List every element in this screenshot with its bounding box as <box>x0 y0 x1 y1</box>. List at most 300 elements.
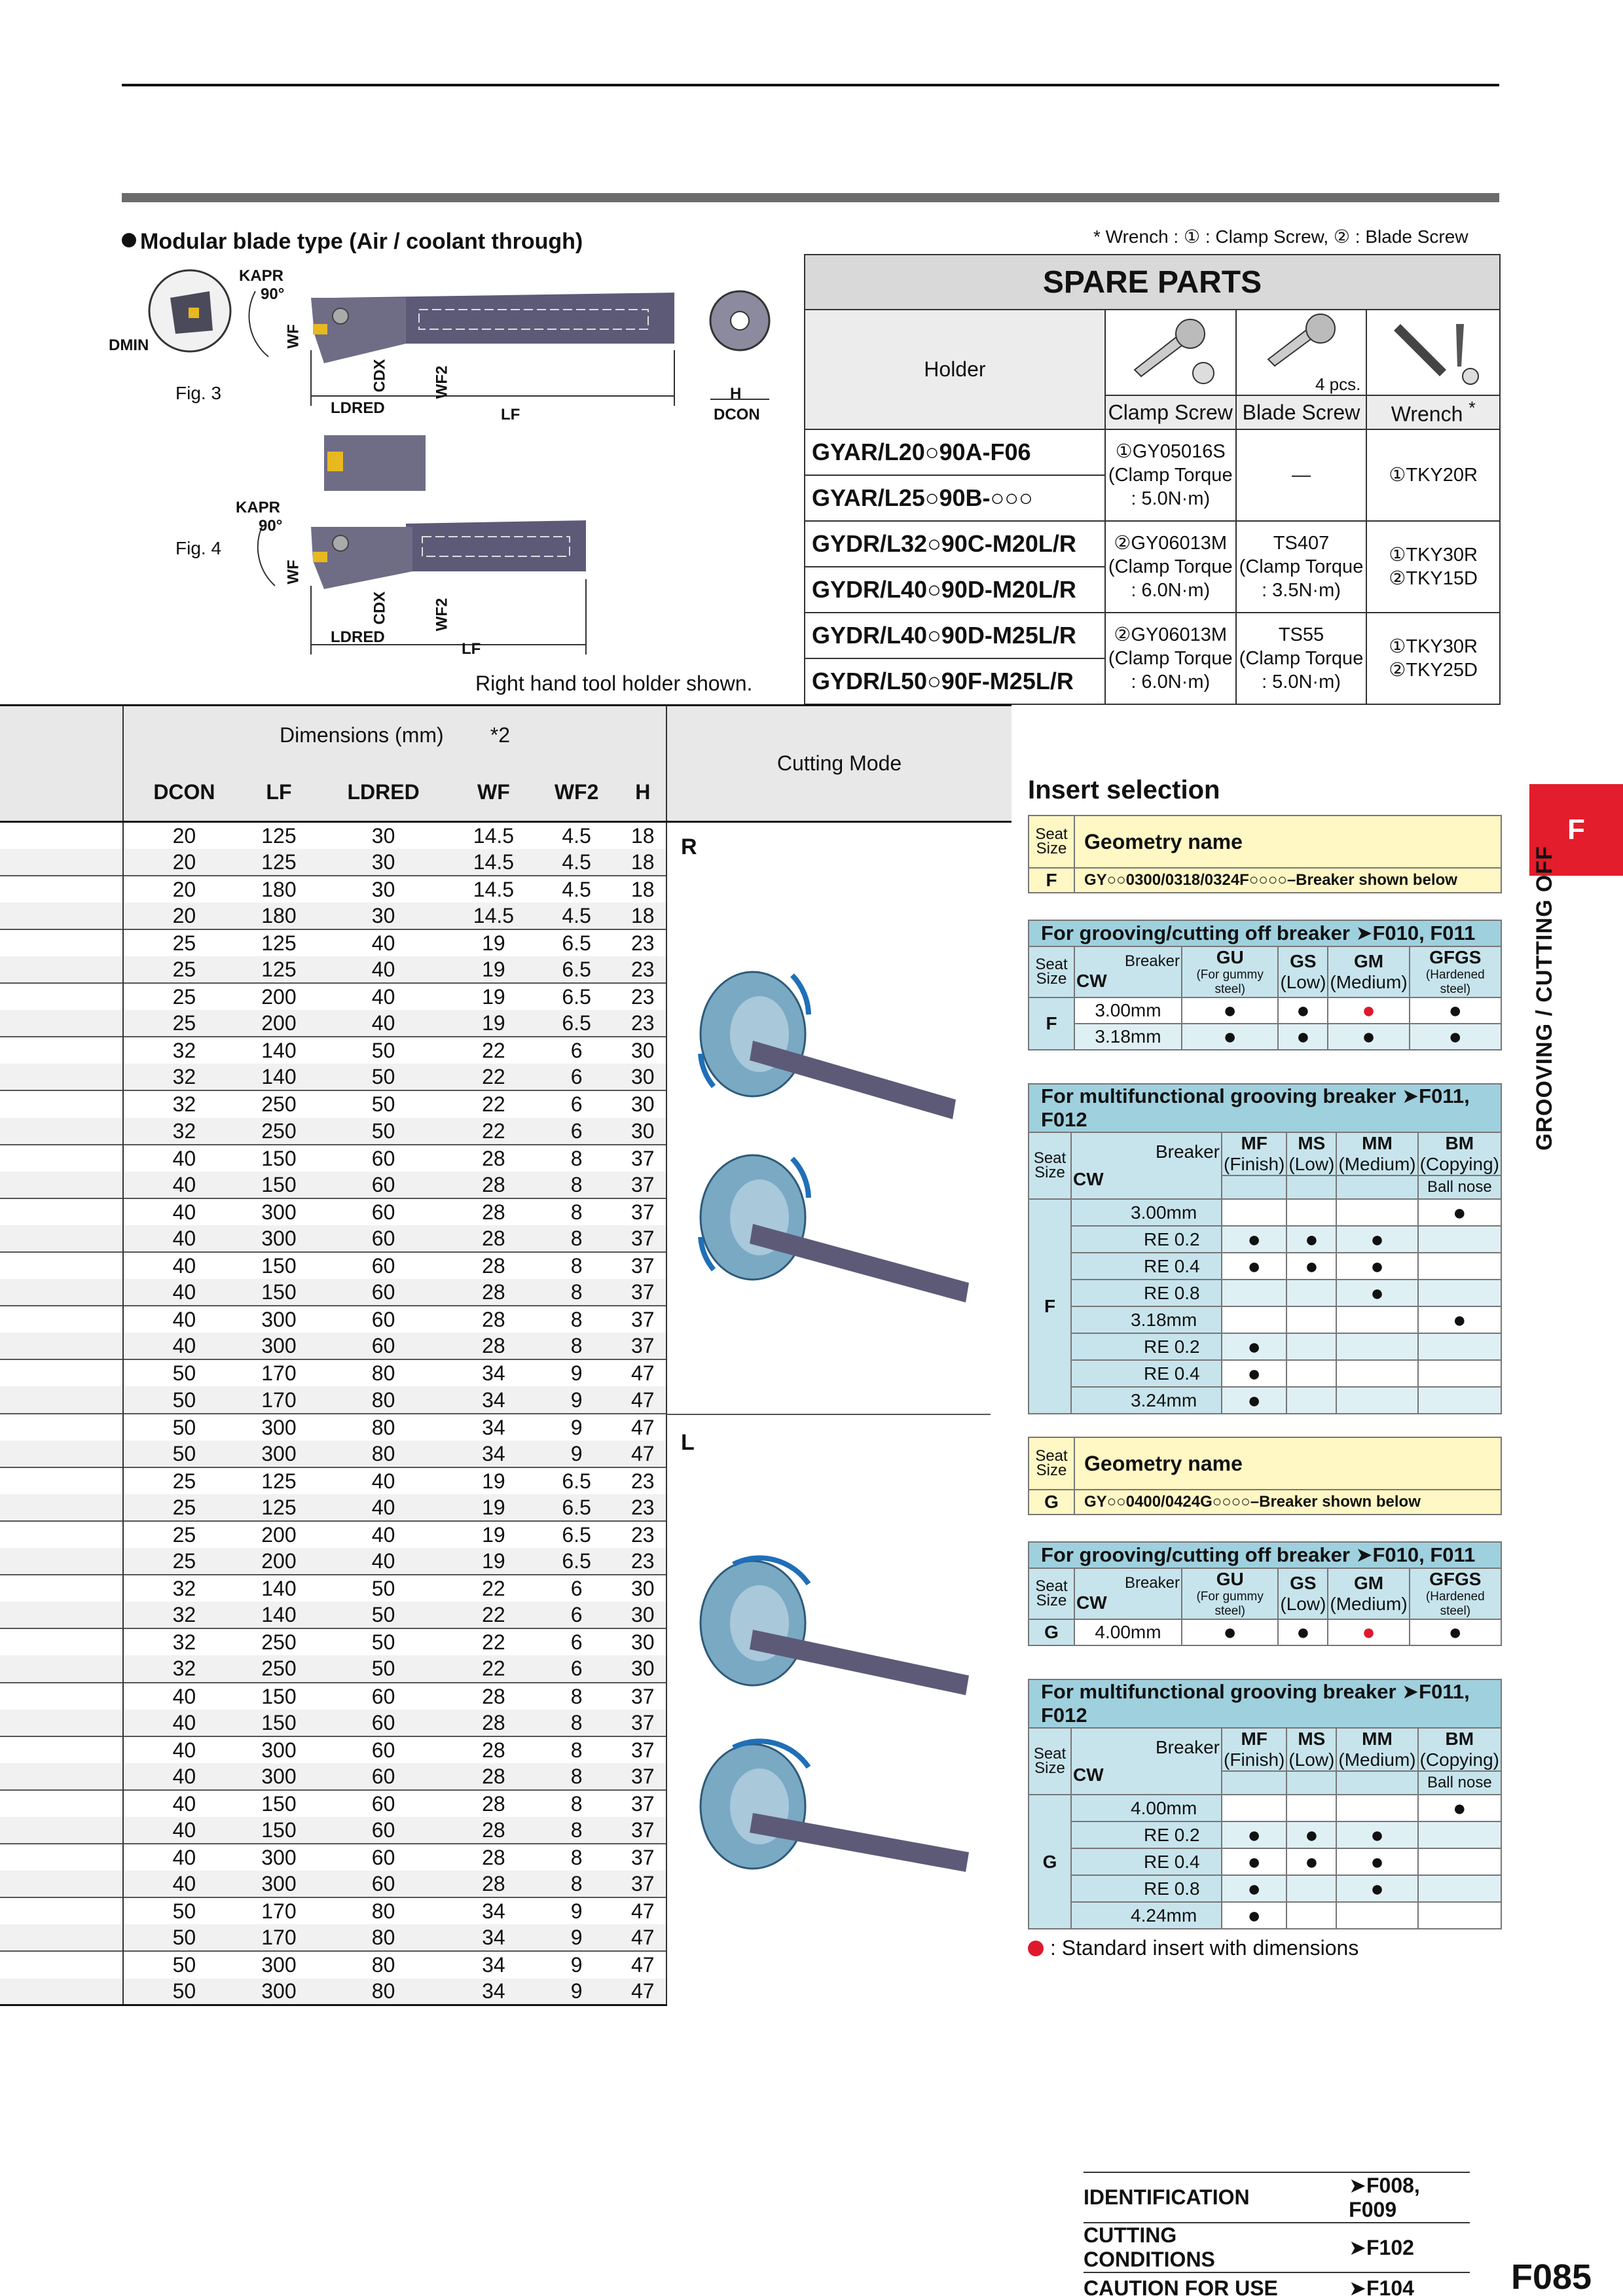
multi-f-title: For multifunctional grooving breaker ➤F011, F012 <box>1029 1084 1501 1132</box>
column-header-lf: LF <box>245 764 313 822</box>
cell-dcon: 25 <box>123 1010 245 1037</box>
cell-dcon: 40 <box>123 1252 245 1279</box>
cell-ldred: 60 <box>313 1172 454 1198</box>
cell-ldred: 80 <box>313 1951 454 1978</box>
cell-dcon: 40 <box>123 1279 245 1306</box>
blade-screw-cell: — <box>1236 429 1367 521</box>
cell-h: 37 <box>620 1306 666 1333</box>
clamp-screw-cell: ①GY05016S (Clamp Torque : 5.0N·m) <box>1105 429 1236 521</box>
cell-wf: 22 <box>454 1064 534 1090</box>
wrench-icon <box>1366 310 1500 395</box>
cell-ldred: 80 <box>313 1897 454 1924</box>
cell-wf: 19 <box>454 1010 534 1037</box>
multi-f-table: For multifunctional grooving breaker ➤F011, F012 Seat Size Breaker CW MF (Finish) MS (Low) MM (Medium) BM (Copying) Ball nose F 3.00mm ● RE 0.2 ● ● ● RE 0.4 ● ● ● RE 0.8 ● 3.18mm ● RE 0.2 ● RE 0.4 ● 3.24mm ● <box>1028 1083 1502 1414</box>
cell-lf: 300 <box>245 1333 313 1359</box>
table-row <box>0 822 1012 849</box>
wrench-cell: ①TKY30R ②TKY15D <box>1366 521 1500 613</box>
cell-lf: 250 <box>245 1118 313 1145</box>
cell-wf2: 8 <box>534 1736 620 1763</box>
list-item: RE 0.8 ● <box>1029 1280 1501 1306</box>
cell-h: 37 <box>620 1790 666 1817</box>
blade-screw-header: Blade Screw <box>1236 395 1367 429</box>
cell-wf2: 4.5 <box>534 903 620 929</box>
page-number: F085 <box>1511 2257 1592 2296</box>
cell-h: 23 <box>620 1548 666 1575</box>
insert-fig3 <box>313 324 327 334</box>
cell-lf: 300 <box>245 1844 313 1871</box>
cell-h: 37 <box>620 1279 666 1306</box>
footer-link[interactable]: CUTTING CONDITIONS <box>1084 2223 1309 2272</box>
pcs-label: 4 pcs. <box>1315 374 1361 394</box>
cell-wf2: 8 <box>534 1172 620 1198</box>
cell-wf: 22 <box>454 1602 534 1628</box>
list-item: RE 0.2 ● <box>1029 1333 1501 1360</box>
cell-wf2: 6 <box>534 1037 620 1064</box>
cell-dcon: 25 <box>123 956 245 983</box>
cell-wf: 28 <box>454 1145 534 1172</box>
cell-wf2: 6 <box>534 1575 620 1602</box>
cell-wf: 34 <box>454 1979 534 2005</box>
cell-wf2: 9 <box>534 1414 620 1441</box>
cell-wf: 22 <box>454 1575 534 1602</box>
cell-lf: 250 <box>245 1628 313 1655</box>
cell-dcon: 32 <box>123 1118 245 1145</box>
cell-wf: 14.5 <box>454 903 534 929</box>
cell-ldred: 50 <box>313 1628 454 1655</box>
cell-h: 23 <box>620 1494 666 1521</box>
cell-ldred: 80 <box>313 1386 454 1413</box>
cell-ldred: 30 <box>313 903 454 929</box>
cutting-mode-l-illustration <box>694 1545 982 1911</box>
list-item: RE 0.4 ● ● ● <box>1029 1253 1501 1280</box>
cell-h: 30 <box>620 1090 666 1117</box>
cell-ldred: 60 <box>313 1763 454 1790</box>
cell-wf2: 8 <box>534 1333 620 1359</box>
cell-lf: 300 <box>245 1306 313 1333</box>
cell-wf: 28 <box>454 1790 534 1817</box>
cell-lf: 150 <box>245 1790 313 1817</box>
cell-lf: 170 <box>245 1386 313 1413</box>
cell-h: 37 <box>620 1198 666 1225</box>
mode-l-label: L <box>681 1430 695 1455</box>
cell-wf2: 8 <box>534 1817 620 1844</box>
wrench-cell: ①TKY30R ②TKY25D <box>1366 613 1500 704</box>
cell-h: 23 <box>620 929 666 956</box>
cell-h: 47 <box>620 1951 666 1978</box>
cell-lf: 300 <box>245 1763 313 1790</box>
clamp-screw-cell: ②GY06013M (Clamp Torque : 6.0N·m) <box>1105 613 1236 704</box>
cell-wf2: 8 <box>534 1871 620 1897</box>
list-item: 3.24mm ● <box>1029 1387 1501 1414</box>
cell-lf: 125 <box>245 929 313 956</box>
list-item: G 4.00mm ● <box>1029 1795 1501 1821</box>
cell-wf: 28 <box>454 1172 534 1198</box>
cell-ldred: 30 <box>313 849 454 876</box>
cell-ldred: 80 <box>313 1441 454 1467</box>
cell-wf: 34 <box>454 1924 534 1951</box>
cell-wf2: 6 <box>534 1118 620 1145</box>
cell-wf: 14.5 <box>454 876 534 903</box>
wf-label: WF <box>284 324 302 349</box>
cell-wf: 19 <box>454 929 534 956</box>
cell-dcon: 40 <box>123 1225 245 1252</box>
blank-header <box>0 706 123 822</box>
cell-lf: 300 <box>245 1871 313 1897</box>
cell-lf: 170 <box>245 1359 313 1386</box>
cell-ldred: 60 <box>313 1871 454 1897</box>
cell-dcon: 50 <box>123 1979 245 2005</box>
cell-wf: 34 <box>454 1897 534 1924</box>
cell-ldred: 50 <box>313 1655 454 1682</box>
cell-ldred: 60 <box>313 1333 454 1359</box>
wrench-cell: ①TKY20R <box>1366 429 1500 521</box>
cell-dcon: 32 <box>123 1628 245 1655</box>
cell-wf2: 9 <box>534 1441 620 1467</box>
dmin-label: DMIN <box>109 336 149 354</box>
cell-dcon: 32 <box>123 1602 245 1628</box>
cell-h: 37 <box>620 1763 666 1790</box>
red-dot-icon <box>1028 1941 1044 1956</box>
cell-lf: 140 <box>245 1037 313 1064</box>
cell-lf: 140 <box>245 1064 313 1090</box>
cell-dcon: 25 <box>123 1521 245 1548</box>
cell-dcon: 40 <box>123 1844 245 1871</box>
cell-dcon: 20 <box>123 822 245 849</box>
cell-h: 30 <box>620 1655 666 1682</box>
holder-name: GYDR/L50○90F-M25L/R <box>805 658 1105 704</box>
cell-lf: 300 <box>245 1198 313 1225</box>
seat-size-header: Seat Size <box>1029 816 1074 868</box>
cell-h: 23 <box>620 1521 666 1548</box>
cell-wf2: 8 <box>534 1844 620 1871</box>
dimensions-header: Dimensions (mm) *2 <box>123 706 666 764</box>
right-hand-note: Right hand tool holder shown. <box>475 672 753 695</box>
section-bar <box>122 193 1499 202</box>
holder-name: GYAR/L20○90A-F06 <box>805 429 1105 475</box>
holder-name: GYDR/L40○90D-M20L/R <box>805 567 1105 613</box>
cell-wf2: 6.5 <box>534 1010 620 1037</box>
holder-name: GYDR/L32○90C-M20L/R <box>805 521 1105 567</box>
breaker-cw-header: Breaker CW <box>1074 946 1182 997</box>
cell-lf: 125 <box>245 1494 313 1521</box>
cdx-label-fig4: CDX <box>371 591 389 625</box>
cell-wf: 34 <box>454 1441 534 1467</box>
cell-lf: 140 <box>245 1575 313 1602</box>
cell-ldred: 40 <box>313 1010 454 1037</box>
cell-h: 37 <box>620 1145 666 1172</box>
cell-h: 37 <box>620 1710 666 1736</box>
cell-dcon: 32 <box>123 1575 245 1602</box>
cell-ldred: 60 <box>313 1844 454 1871</box>
cell-wf2: 8 <box>534 1198 620 1225</box>
fig3-label: Fig. 3 <box>175 383 222 403</box>
cell-h: 23 <box>620 956 666 983</box>
wrench-note: * Wrench : ① : Clamp Screw, ② : Blade Screw <box>1093 226 1468 247</box>
list-item: RE 0.2 ● ● ● <box>1029 1226 1501 1253</box>
cell-h: 18 <box>630 823 655 848</box>
list-item: RE 0.4 ● ● ● <box>1029 1848 1501 1875</box>
blade-screw-cell: TS55 (Clamp Torque : 5.0N·m) <box>1236 613 1367 704</box>
cell-dcon: 40 <box>123 1333 245 1359</box>
cell-ldred: 40 <box>313 983 454 1010</box>
cell-ldred: 60 <box>313 1198 454 1225</box>
cell-dcon: 50 <box>123 1951 245 1978</box>
cell-lf: 250 <box>245 1655 313 1682</box>
cell-lf: 180 <box>245 903 313 929</box>
cell-ldred: 80 <box>313 1359 454 1386</box>
cell-ldred: 60 <box>313 1683 454 1710</box>
cell-wf2: 6 <box>534 1090 620 1117</box>
cell-wf: 28 <box>454 1333 534 1359</box>
cell-wf: 28 <box>454 1817 534 1844</box>
cell-wf2: 9 <box>534 1924 620 1951</box>
cell-wf: 22 <box>454 1628 534 1655</box>
cell-wf2: 6.5 <box>534 956 620 983</box>
cell-lf: 250 <box>245 1090 313 1117</box>
cell-wf2: 8 <box>534 1306 620 1333</box>
cell-lf: 200 <box>245 1010 313 1037</box>
cell-wf: 28 <box>454 1306 534 1333</box>
cell-wf2: 9 <box>534 1979 620 2005</box>
cell-wf: 19 <box>454 1521 534 1548</box>
cell-wf2: 4.5 <box>562 823 591 848</box>
ldred-label-fig4: LDRED <box>331 628 385 646</box>
clamp-screw-fig3 <box>333 308 348 324</box>
cell-ldred: 60 <box>313 1710 454 1736</box>
cell-wf2: 6 <box>534 1655 620 1682</box>
section-tab-label: GROOVING / CUTTING OFF <box>1532 846 1557 1151</box>
cell-dcon: 25 <box>123 1548 245 1575</box>
multi-g-table: For multifunctional grooving breaker ➤F011, F012 Seat Size Breaker CW MF (Finish) MS (Low) MM (Medium) BM (Copying) Ball nose G 4.00mm ● RE 0.2 ● ● ● RE 0.4 ● ● ● RE 0.8 ● ● 4.24mm ● <box>1028 1679 1502 1929</box>
cell-wf2: 8 <box>534 1252 620 1279</box>
column-header-ldred: LDRED <box>313 764 454 822</box>
cell-h: 37 <box>620 1844 666 1871</box>
grooving-g-table: For grooving/cutting off breaker ➤F010, F011 Seat Size Breaker CW GU (For gummy steel) GS (Low) GM (Medium) GFGS (Hardened steel) G 4.00mm ● ● ● ● <box>1028 1541 1502 1646</box>
geometry-name-header: Geometry name <box>1074 816 1501 868</box>
ldred-label: LDRED <box>331 399 385 417</box>
footer-references: IDENTIFICATION ➤F008, F009 CUTTING CONDITIONS ➤F102 CAUTION FOR USE ➤F104 <box>1084 2172 1470 2296</box>
column-header-dcon: DCON <box>123 764 245 822</box>
cutting-mode-header: Cutting Mode <box>666 706 1012 822</box>
cell-h: 30 <box>620 1064 666 1090</box>
legend-standard: : Standard insert with dimensions <box>1028 1936 1359 1960</box>
cell-wf: 34 <box>454 1386 534 1413</box>
cell-lf: 125 <box>261 823 297 848</box>
top-rule <box>122 84 1499 86</box>
cell-ldred: 40 <box>313 1467 454 1494</box>
cell-h: 37 <box>620 1736 666 1763</box>
cell-lf: 125 <box>245 1467 313 1494</box>
cell-wf: 19 <box>454 1467 534 1494</box>
cell-wf2: 8 <box>534 1790 620 1817</box>
blade-screw-cell: TS407 (Clamp Torque : 3.5N·m) <box>1236 521 1367 613</box>
cell-wf2: 8 <box>534 1683 620 1710</box>
cell-h: 23 <box>620 1467 666 1494</box>
cell-wf2: 6.5 <box>534 1548 620 1575</box>
cell-dcon: 40 <box>123 1198 245 1225</box>
geometry-f-table <box>1028 815 1502 893</box>
section-tab[interactable]: F <box>1529 784 1623 876</box>
cell-h: 18 <box>620 903 666 929</box>
cell-lf: 300 <box>245 1979 313 2005</box>
cell-h: 18 <box>620 849 666 876</box>
kapr-label-fig4: KAPR <box>236 499 281 516</box>
cell-lf: 200 <box>245 1521 313 1548</box>
cell-lf: 150 <box>245 1145 313 1172</box>
footer-link[interactable]: CAUTION FOR USE <box>1084 2272 1309 2296</box>
cell-dcon: 25 <box>123 1467 245 1494</box>
list-item: 4.24mm ● <box>1029 1902 1501 1929</box>
cell-h: 37 <box>620 1225 666 1252</box>
cutting-mode-r-illustration <box>694 956 982 1322</box>
cell-dcon: 20 <box>123 903 245 929</box>
cell-h: 30 <box>620 1575 666 1602</box>
kapr-label: KAPR <box>239 267 284 285</box>
cell-wf2: 9 <box>534 1897 620 1924</box>
cell-wf2: 6.5 <box>534 1494 620 1521</box>
insert-detail <box>189 308 199 318</box>
cell-ldred: 80 <box>313 1924 454 1951</box>
blade-screw-icon <box>1236 310 1367 395</box>
cell-h: 30 <box>620 1037 666 1064</box>
cell-lf: 170 <box>245 1897 313 1924</box>
cell-ldred: 80 <box>313 1979 454 2005</box>
cell-dcon: 40 <box>123 1172 245 1198</box>
cell-lf: 300 <box>245 1441 313 1467</box>
geometry-g-table: Seat Size Geometry name G GY○○0400/0424G○○○○–Breaker shown below <box>1028 1437 1502 1515</box>
cell-wf: 19 <box>454 983 534 1010</box>
cell-lf: 200 <box>245 983 313 1010</box>
holder-name: GYDR/L40○90D-M25L/R <box>805 613 1105 658</box>
footer-link[interactable]: IDENTIFICATION <box>1084 2172 1309 2223</box>
cell-dcon: 40 <box>123 1736 245 1763</box>
cell-ldred: 30 <box>313 876 454 903</box>
cell-wf2: 8 <box>534 1279 620 1306</box>
cell-ldred: 40 <box>313 1548 454 1575</box>
cell-wf: 19 <box>454 956 534 983</box>
cell-wf: 22 <box>454 1118 534 1145</box>
cell-dcon: 40 <box>123 1871 245 1897</box>
cell-dcon: 40 <box>123 1306 245 1333</box>
dcon-label: DCON <box>714 406 760 423</box>
cell-wf: 28 <box>454 1844 534 1871</box>
cell-dcon: 40 <box>123 1710 245 1736</box>
cell-wf2: 4.5 <box>534 876 620 903</box>
fig4-label: Fig. 4 <box>175 538 222 558</box>
cell-lf: 150 <box>245 1252 313 1279</box>
cell-wf2: 6.5 <box>534 929 620 956</box>
mode-separator <box>666 1414 991 1415</box>
cell-ldred: 50 <box>313 1037 454 1064</box>
cell-ldred: 40 <box>313 956 454 983</box>
clamp-screw-cell: ②GY06013M (Clamp Torque : 6.0N·m) <box>1105 521 1236 613</box>
cell-wf: 28 <box>454 1225 534 1252</box>
cell-lf: 170 <box>245 1924 313 1951</box>
cell-dcon: 25 <box>123 929 245 956</box>
cell-ldred: 60 <box>313 1790 454 1817</box>
cell-dcon: 25 <box>123 983 245 1010</box>
cell-dcon: 50 <box>123 1386 245 1413</box>
cell-wf2: 8 <box>534 1225 620 1252</box>
cell-h: 30 <box>620 1628 666 1655</box>
cell-ldred: 50 <box>313 1575 454 1602</box>
cell-lf: 300 <box>245 1736 313 1763</box>
cell-dcon: 40 <box>123 1683 245 1710</box>
cell-wf: 34 <box>454 1414 534 1441</box>
cell-h: 37 <box>620 1817 666 1844</box>
cell-h: 37 <box>620 1172 666 1198</box>
cell-h: 37 <box>620 1683 666 1710</box>
cell-ldred: 60 <box>313 1736 454 1763</box>
cell-dcon: 32 <box>123 1037 245 1064</box>
clamp-screw-icon <box>1105 310 1236 395</box>
cell-ldred: 60 <box>313 1145 454 1172</box>
cell-h: 37 <box>620 1871 666 1897</box>
cell-wf: 28 <box>454 1736 534 1763</box>
holder-header: Holder <box>805 310 1105 429</box>
seat-size-header: Seat Size <box>1029 946 1074 997</box>
cell-wf: 28 <box>454 1710 534 1736</box>
cell-ldred: 60 <box>313 1225 454 1252</box>
cell-dcon: 25 <box>123 1494 245 1521</box>
cell-wf2: 6 <box>534 1064 620 1090</box>
cell-wf2: 6.5 <box>534 1521 620 1548</box>
cdx-label: CDX <box>371 359 389 393</box>
insert-selection-title: Insert selection <box>1028 776 1220 804</box>
cell-wf: 28 <box>454 1871 534 1897</box>
spare-parts-table <box>804 254 1501 705</box>
cell-h: 47 <box>620 1441 666 1467</box>
cell-wf2: 6 <box>534 1628 620 1655</box>
cell-dcon: 40 <box>123 1817 245 1844</box>
cell-lf: 150 <box>245 1683 313 1710</box>
cell-lf: 150 <box>245 1817 313 1844</box>
wf2-label: WF2 <box>433 365 451 399</box>
cell-dcon: 40 <box>123 1145 245 1172</box>
cell-wf: 28 <box>454 1683 534 1710</box>
cell-lf: 300 <box>245 1225 313 1252</box>
cell-ldred: 80 <box>313 1414 454 1441</box>
cell-wf: 19 <box>454 1494 534 1521</box>
cell-ldred: 40 <box>313 929 454 956</box>
cell-lf: 125 <box>245 849 313 876</box>
cell-ldred: 60 <box>313 1252 454 1279</box>
holder-name: GYAR/L25○90B-○○○ <box>805 475 1105 521</box>
cell-wf: 34 <box>454 1359 534 1386</box>
cell-dcon: 50 <box>123 1359 245 1386</box>
cell-ldred: 40 <box>313 1494 454 1521</box>
section-title: Modular blade type (Air / coolant through) <box>122 229 583 255</box>
wf2-label-fig4: WF2 <box>433 598 451 632</box>
grooving-f-title: For grooving/cutting off breaker ➤F010, F011 <box>1029 920 1501 946</box>
cell-ldred: 60 <box>313 1306 454 1333</box>
cell-wf: 14.5 <box>473 823 515 848</box>
cell-h: 30 <box>620 1118 666 1145</box>
cell-h: 47 <box>620 1414 666 1441</box>
cell-wf2: 9 <box>534 1951 620 1978</box>
geometry-f: GY○○0300/0318/0324F○○○○–Breaker shown below <box>1074 868 1501 893</box>
cell-ldred: 60 <box>313 1279 454 1306</box>
cell-wf2: 6.5 <box>534 983 620 1010</box>
cell-dcon: 40 <box>123 1790 245 1817</box>
column-header-wf2: WF2 <box>534 764 620 822</box>
cell-ldred: 50 <box>313 1602 454 1628</box>
cell-lf: 300 <box>245 1414 313 1441</box>
list-item: RE 0.2 ● ● ● <box>1029 1821 1501 1848</box>
cell-dcon: 20 <box>123 876 245 903</box>
cell-wf: 34 <box>454 1951 534 1978</box>
cell-wf2: 8 <box>534 1710 620 1736</box>
